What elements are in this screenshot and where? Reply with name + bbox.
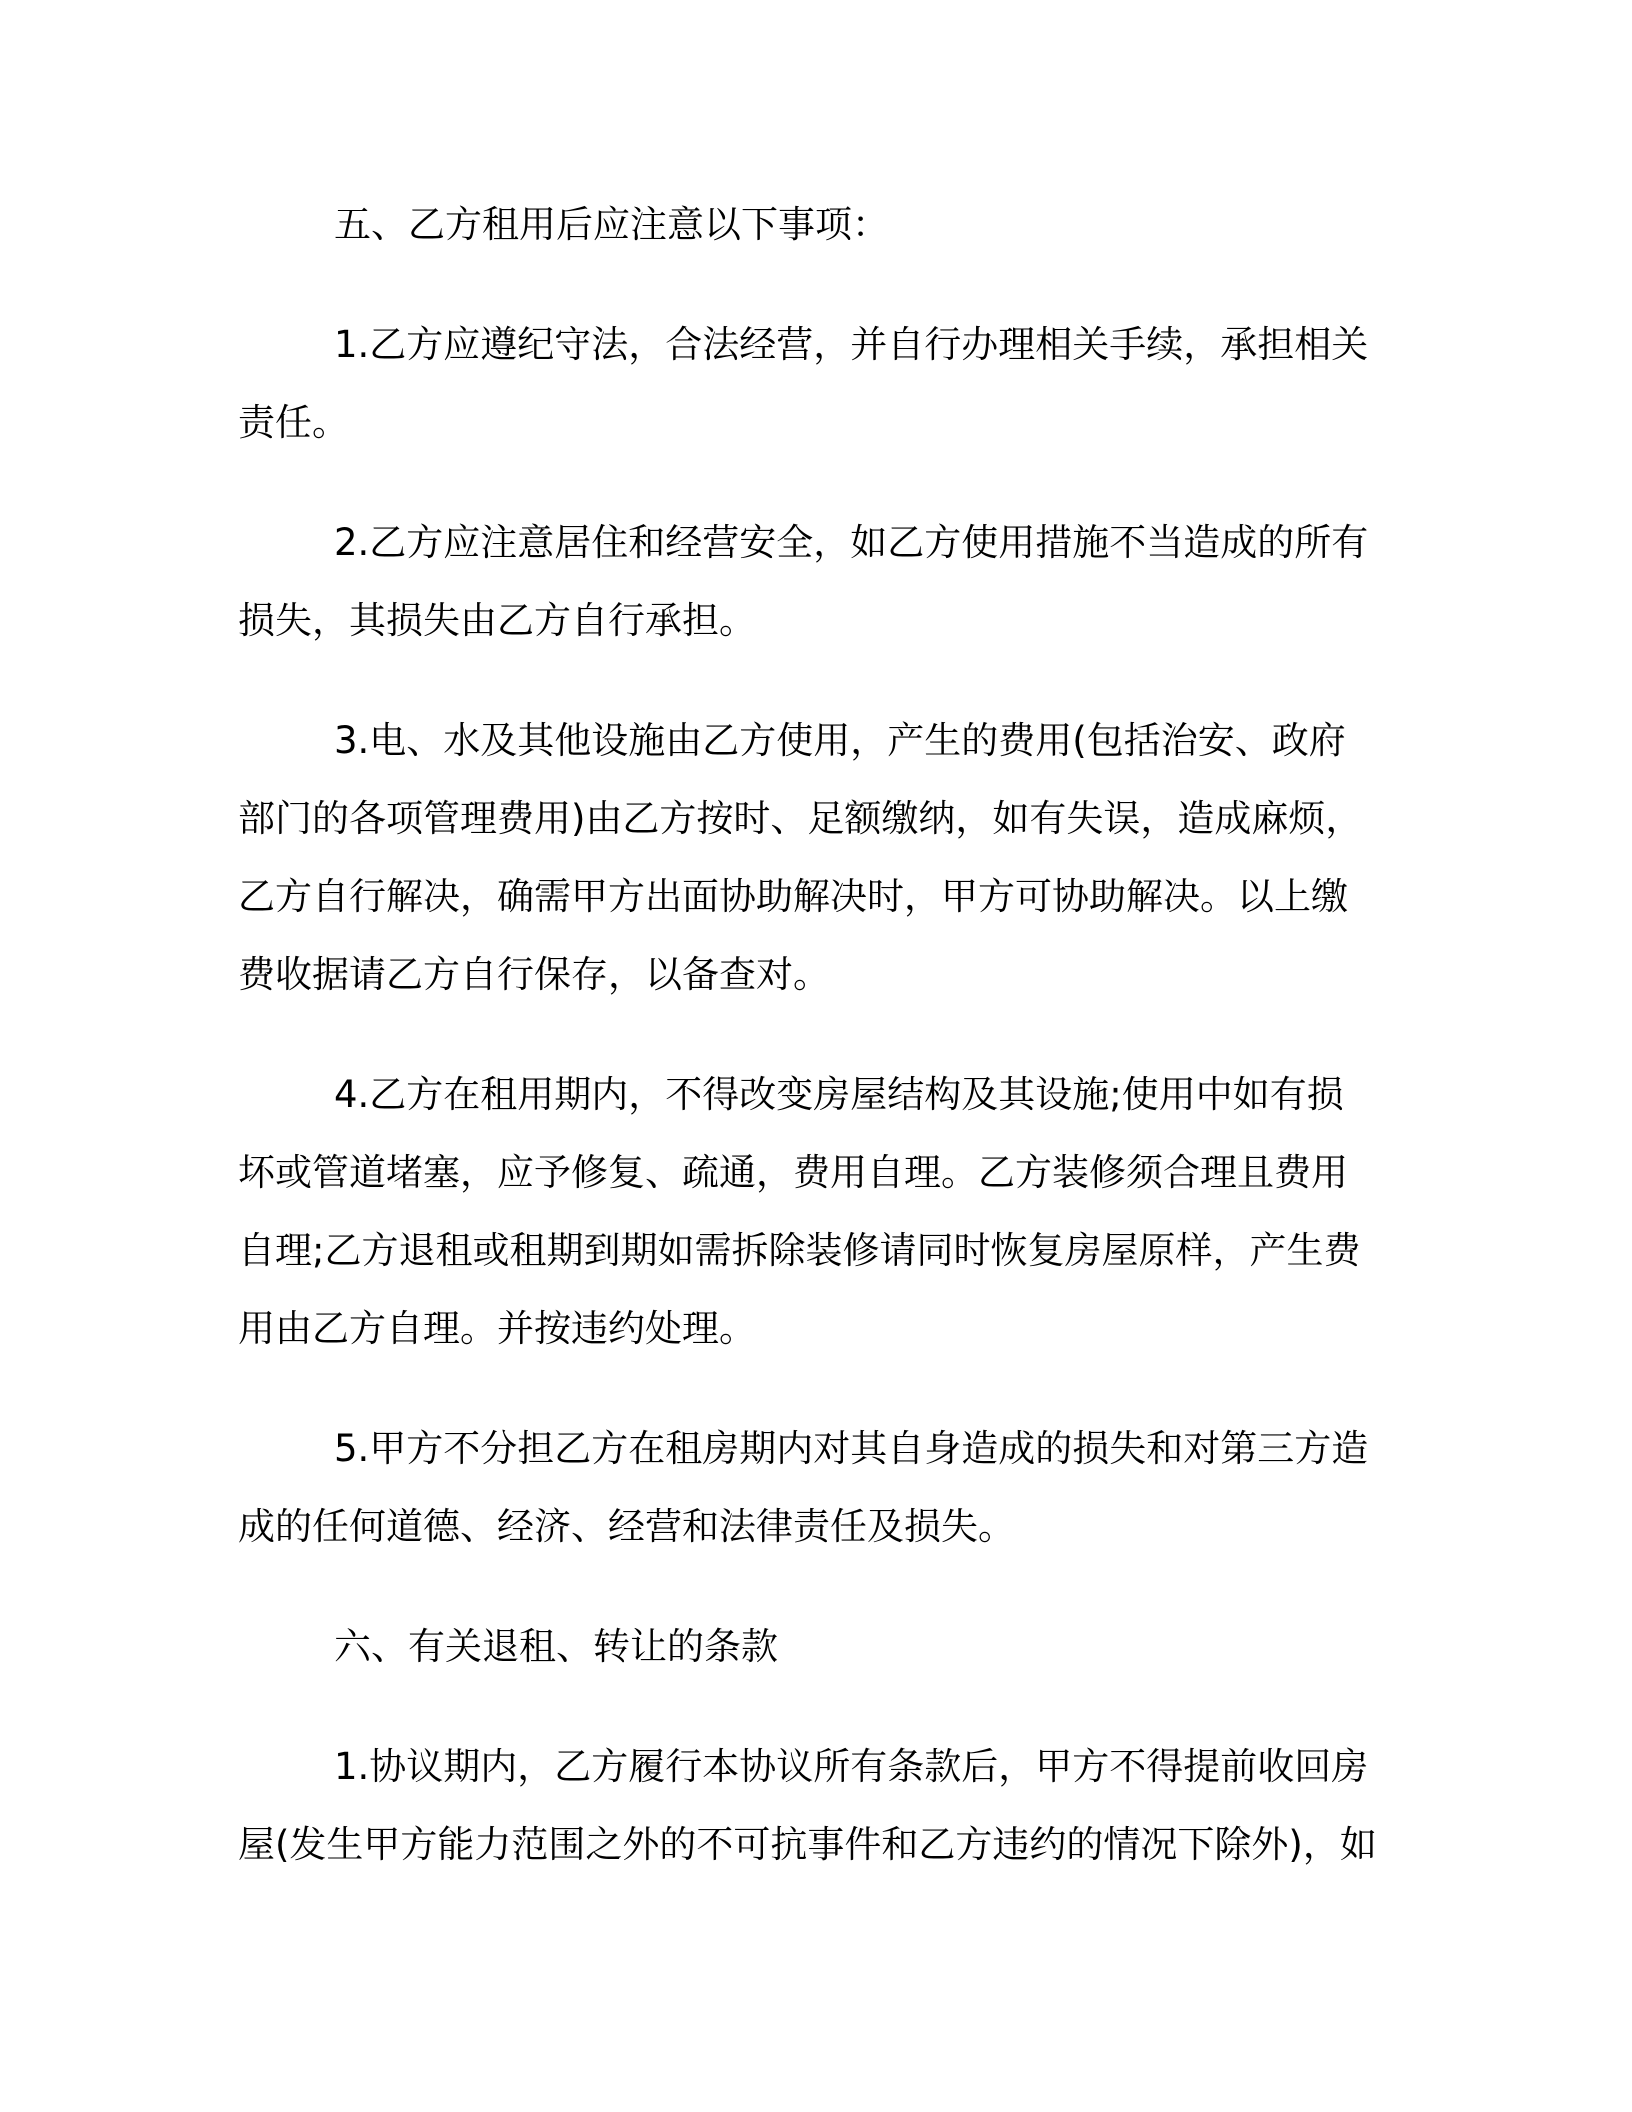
section-heading-five: 五、乙方租用后应注意以下事项： (334, 203, 889, 246)
clause-5-5: 5.甲方不分担乙方在租房期内对其自身造成的损失和对第三方造成的任何道德、经济、经营和法律责任及损失。 (238, 1427, 1369, 1548)
clause-5-2: 2.乙方应注意居住和经营安全，如乙方使用措施不当造成的所有损失，其损失由乙方自行承担。 (238, 521, 1369, 642)
clause-5-3: 3.电、水及其他设施由乙方使用，产生的费用(包括治安、政府部门的各项管理费用)由乙方按时、足额缴纳，如有失误，造成麻烦，乙方自行解决，确需甲方出面协助解决时，甲方可协助解决。以上缴费收据请乙方自行保存，以备查对。 (238, 719, 1363, 996)
section-heading-six: 六、有关退租、转让的条款 (334, 1625, 778, 1668)
clause-6-1: 1.协议期内，乙方履行本协议所有条款后，甲方不得提前收回房屋(发生甲方能力范围之外的不可抗事件和乙方违约的情况下除外)，如 (238, 1745, 1377, 1866)
clause-5-1: 1.乙方应遵纪守法，合法经营，并自行办理相关手续，承担相关责任。 (238, 323, 1369, 444)
clause-5-4: 4.乙方在租用期内，不得改变房屋结构及其设施;使用中如有损坏或管道堵塞，应予修复、疏通，费用自理。乙方装修须合理且费用自理;乙方退租或租期到期如需拆除装修请同时恢复房屋原样，产生费用由乙方自理。并按违约处理。 (238, 1073, 1361, 1350)
document-body (238, 186, 1378, 1926)
